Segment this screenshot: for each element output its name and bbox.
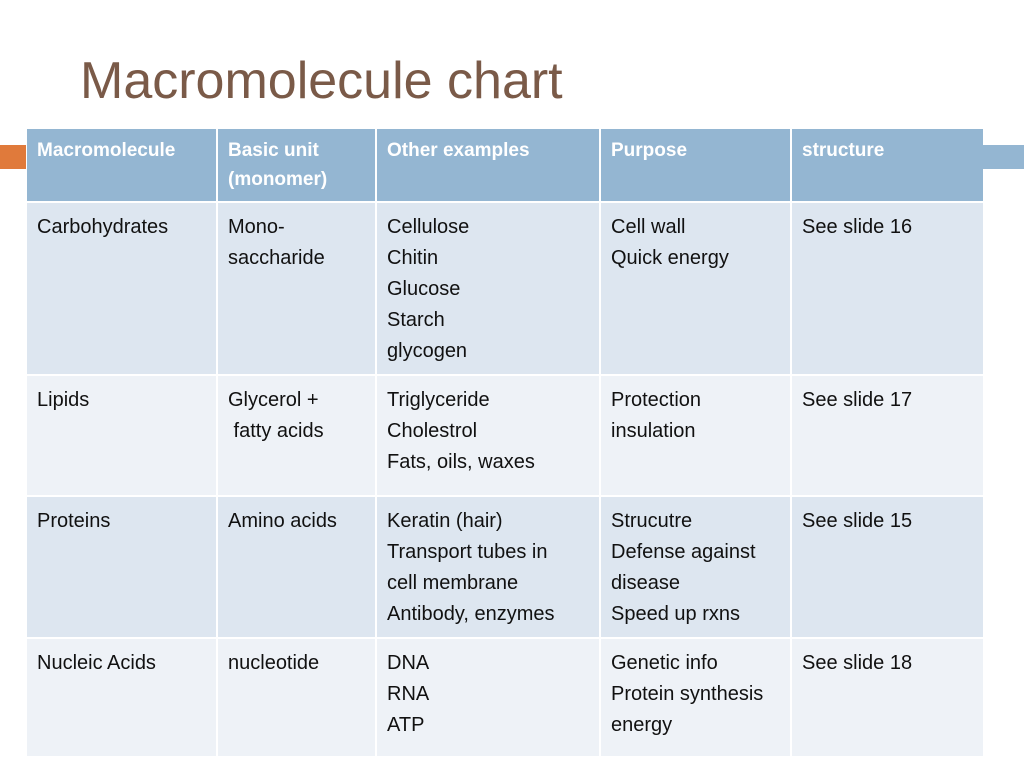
header-purpose: Purpose bbox=[601, 129, 790, 201]
table-row-nucleic-acids bbox=[27, 639, 983, 756]
table-cell: See slide 15 bbox=[792, 497, 983, 637]
table-cell: Amino acids bbox=[218, 497, 375, 637]
table-cell: Nucleic Acids bbox=[27, 639, 216, 756]
table-cell: nucleotide bbox=[218, 639, 375, 756]
table-row-carbohydrates bbox=[27, 203, 983, 374]
macromolecule-table-container bbox=[25, 127, 983, 758]
macromolecule-table bbox=[25, 127, 985, 758]
table-cell: DNA RNA ATP bbox=[377, 639, 599, 756]
table-row-proteins bbox=[27, 497, 983, 637]
header-structure: structure bbox=[792, 129, 983, 201]
accent-bar-right bbox=[983, 145, 1024, 169]
table-cell: Proteins bbox=[27, 497, 216, 637]
header-basic-unit: Basic unit (monomer) bbox=[218, 129, 375, 201]
accent-bar-left bbox=[0, 145, 26, 169]
table-cell: See slide 18 bbox=[792, 639, 983, 756]
table-cell: Genetic info Protein synthesis energy bbox=[601, 639, 790, 756]
table-cell: Protection insulation bbox=[601, 376, 790, 495]
table-header-row bbox=[27, 129, 983, 201]
header-other-examples: Other examples bbox=[377, 129, 599, 201]
table-cell: Mono- saccharide bbox=[218, 203, 375, 374]
table-cell: Strucutre Defense against disease Speed up rxns bbox=[601, 497, 790, 637]
table-cell: Triglyceride Cholestrol Fats, oils, waxes bbox=[377, 376, 599, 495]
table-cell: See slide 16 bbox=[792, 203, 983, 374]
table-row-lipids bbox=[27, 376, 983, 495]
table-cell: Carbohydrates bbox=[27, 203, 216, 374]
header-macromolecule: Macromolecule bbox=[27, 129, 216, 201]
slide-title: Macromolecule chart bbox=[80, 52, 563, 110]
table-cell: Cell wall Quick energy bbox=[601, 203, 790, 374]
table-cell: Cellulose Chitin Glucose Starch glycogen bbox=[377, 203, 599, 374]
table-cell: Lipids bbox=[27, 376, 216, 495]
table-cell: Glycerol + fatty acids bbox=[218, 376, 375, 495]
table-cell: Keratin (hair) Transport tubes in cell membrane Antibody, enzymes bbox=[377, 497, 599, 637]
table-cell: See slide 17 bbox=[792, 376, 983, 495]
